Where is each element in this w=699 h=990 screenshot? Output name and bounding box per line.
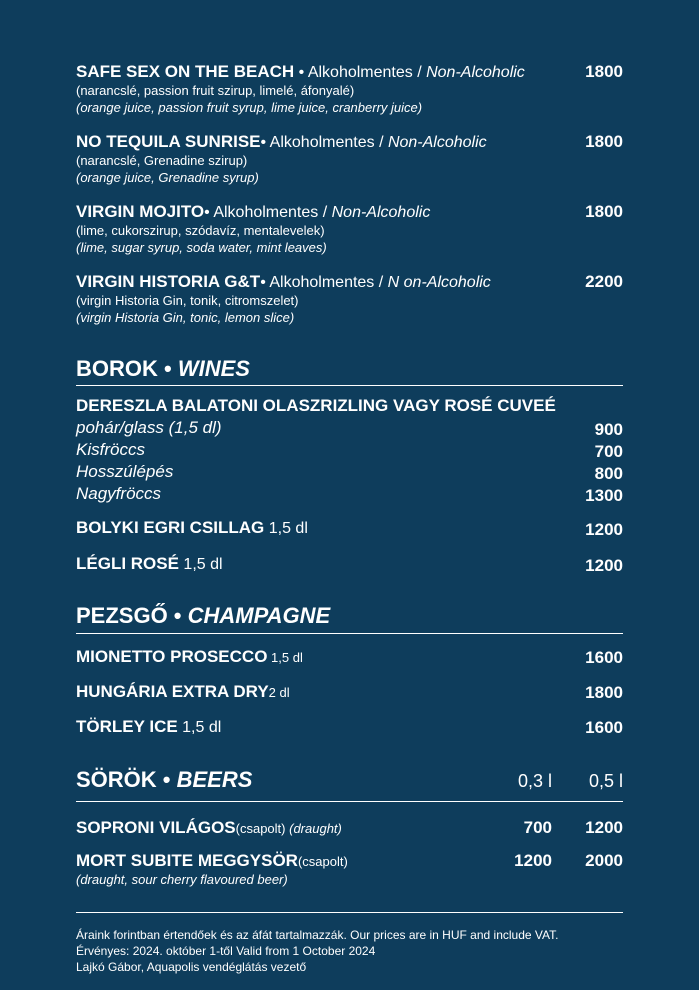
alcohol-free-en: Non-Alcoholic <box>426 64 525 81</box>
item-note-hu: (csapolt) <box>297 854 348 869</box>
item-qty: 1,5 dl <box>267 650 303 665</box>
wine-size-price: 800 <box>594 464 623 483</box>
item-price-small: 1200 <box>514 851 552 870</box>
item-name: NO TEQUILA SUNRISE <box>76 132 261 151</box>
section-title-hu: BOROK • <box>76 356 178 381</box>
wine-main-name: DERESZLA BALATONI OLASZRIZLING VAGY ROSÉ CUVEÉ <box>76 396 556 415</box>
footer-manager: Lajkó Gábor, Aquapolis vendéglátás vezető <box>76 960 307 974</box>
mocktail-item-3 <box>76 202 576 256</box>
item-price: 1800 <box>585 132 623 151</box>
item-price: 2200 <box>585 272 623 291</box>
alcohol-free-en: N on-Alcoholic <box>387 274 491 291</box>
item-desc-hu: (narancslé, passion fruit szirup, limelé, áfonyalé) <box>76 83 355 98</box>
wine-size-price: 700 <box>594 442 623 461</box>
item-name: TÖRLEY ICE <box>76 717 178 736</box>
champagne-item <box>76 647 303 667</box>
item-name: BOLYKI EGRI CSILLAG <box>76 518 265 537</box>
section-divider <box>76 385 623 386</box>
wine-item <box>76 554 223 574</box>
separator: • <box>204 204 214 221</box>
item-note-hu: (csapolt) <box>235 821 286 836</box>
section-title-en: BEERS <box>176 767 253 792</box>
item-desc-en: (orange juice, passion fruit syrup, lime juice, cranberry juice) <box>76 100 423 115</box>
item-price-large: 2000 <box>585 851 623 870</box>
footer <box>76 927 636 975</box>
item-name: SOPRONI VILÁGOS <box>76 818 236 837</box>
item-note-en: (draught) <box>285 821 342 836</box>
section-title-champagne <box>76 603 330 629</box>
alcohol-free-en: Non-Alcoholic <box>387 134 487 151</box>
alcohol-free-hu: Alkoholmentes / <box>307 64 427 81</box>
item-name: VIRGIN MOJITO <box>76 202 205 221</box>
item-name: VIRGIN HISTORIA G&T <box>76 272 261 291</box>
item-desc-en: (draught, sour cherry flavoured beer) <box>76 872 288 887</box>
section-title-en: CHAMPAGNE <box>187 603 331 628</box>
alcohol-free-hu: Alkoholmentes / <box>269 134 388 151</box>
wine-size-price: 1300 <box>585 486 623 505</box>
item-qty: 2 dl <box>268 685 290 700</box>
item-desc-en: (virgin Historia Gin, tonic, lemon slice) <box>76 310 295 325</box>
footer-vat-note: Áraink forintban értendőek és az áfát tartalmazzák. Our prices are in HUF and include VAT. <box>76 928 559 942</box>
item-qty: 1,5 dl <box>178 556 223 573</box>
separator: • <box>260 274 270 291</box>
item-price: 1800 <box>585 202 623 221</box>
alcohol-free-en: Non-Alcoholic <box>331 204 431 221</box>
beer-item <box>76 818 342 838</box>
champagne-item <box>76 682 290 702</box>
item-price: 1200 <box>585 556 623 575</box>
item-name: LÉGLI ROSÉ <box>76 554 179 573</box>
section-title-wines <box>76 356 250 382</box>
wine-size-label: pohár/glass (1,5 dl) <box>76 418 222 437</box>
item-name: MORT SUBITE MEGGYSÖR <box>76 851 298 870</box>
footer-divider <box>76 912 623 913</box>
section-title-hu: SÖRÖK • <box>76 767 177 792</box>
mocktail-item-2 <box>76 132 576 186</box>
item-price: 1800 <box>585 62 623 81</box>
alcohol-free-hu: Alkoholmentes / <box>269 274 388 291</box>
beer-col-small: 0,3 l <box>517 771 552 791</box>
mocktail-item-4 <box>76 272 576 326</box>
item-price: 1200 <box>585 520 623 539</box>
wine-size-price: 900 <box>594 420 623 439</box>
section-title-hu: PEZSGŐ • <box>76 603 188 628</box>
item-desc-hu: (lime, cukorszirup, szódavíz, mentalevelek) <box>76 223 325 238</box>
alcohol-free-hu: Alkoholmentes / <box>213 204 332 221</box>
item-desc-en: (lime, sugar syrup, soda water, mint leaves) <box>76 240 327 255</box>
section-title-beers <box>76 767 252 793</box>
item-qty: 1,5 dl <box>264 520 308 537</box>
item-price: 1800 <box>585 683 623 702</box>
item-desc-en: (orange juice, Grenadine syrup) <box>76 170 259 185</box>
section-divider <box>76 633 623 634</box>
item-name: SAFE SEX ON THE BEACH <box>76 62 295 81</box>
item-price-large: 1200 <box>585 818 623 837</box>
beer-item <box>76 851 348 888</box>
item-qty: 1,5 dl <box>177 719 222 736</box>
item-price-small: 700 <box>523 818 552 837</box>
mocktail-item-1 <box>76 62 576 116</box>
wine-size-label: Kisfröccs <box>76 440 145 459</box>
footer-validity: Érvényes: 2024. október 1-től Valid from 1 October 2024 <box>76 944 376 958</box>
item-desc-hu: (virgin Historia Gin, tonik, citromszelet) <box>76 293 299 308</box>
separator: • <box>294 64 308 81</box>
section-divider <box>76 801 623 802</box>
wine-size-label: Hosszúlépés <box>76 462 174 481</box>
item-name: HUNGÁRIA EXTRA DRY <box>76 682 269 701</box>
item-price: 1600 <box>585 718 623 737</box>
wine-item <box>76 518 308 538</box>
section-title-en: WINES <box>177 356 250 381</box>
item-desc-hu: (narancslé, Grenadine szirup) <box>76 153 248 168</box>
item-name: MIONETTO PROSECCO <box>76 647 268 666</box>
champagne-item <box>76 717 221 737</box>
separator: • <box>260 134 270 151</box>
beer-col-large: 0,5 l <box>588 771 623 791</box>
item-price: 1600 <box>585 648 623 667</box>
wine-size-label: Nagyfröccs <box>76 484 162 503</box>
